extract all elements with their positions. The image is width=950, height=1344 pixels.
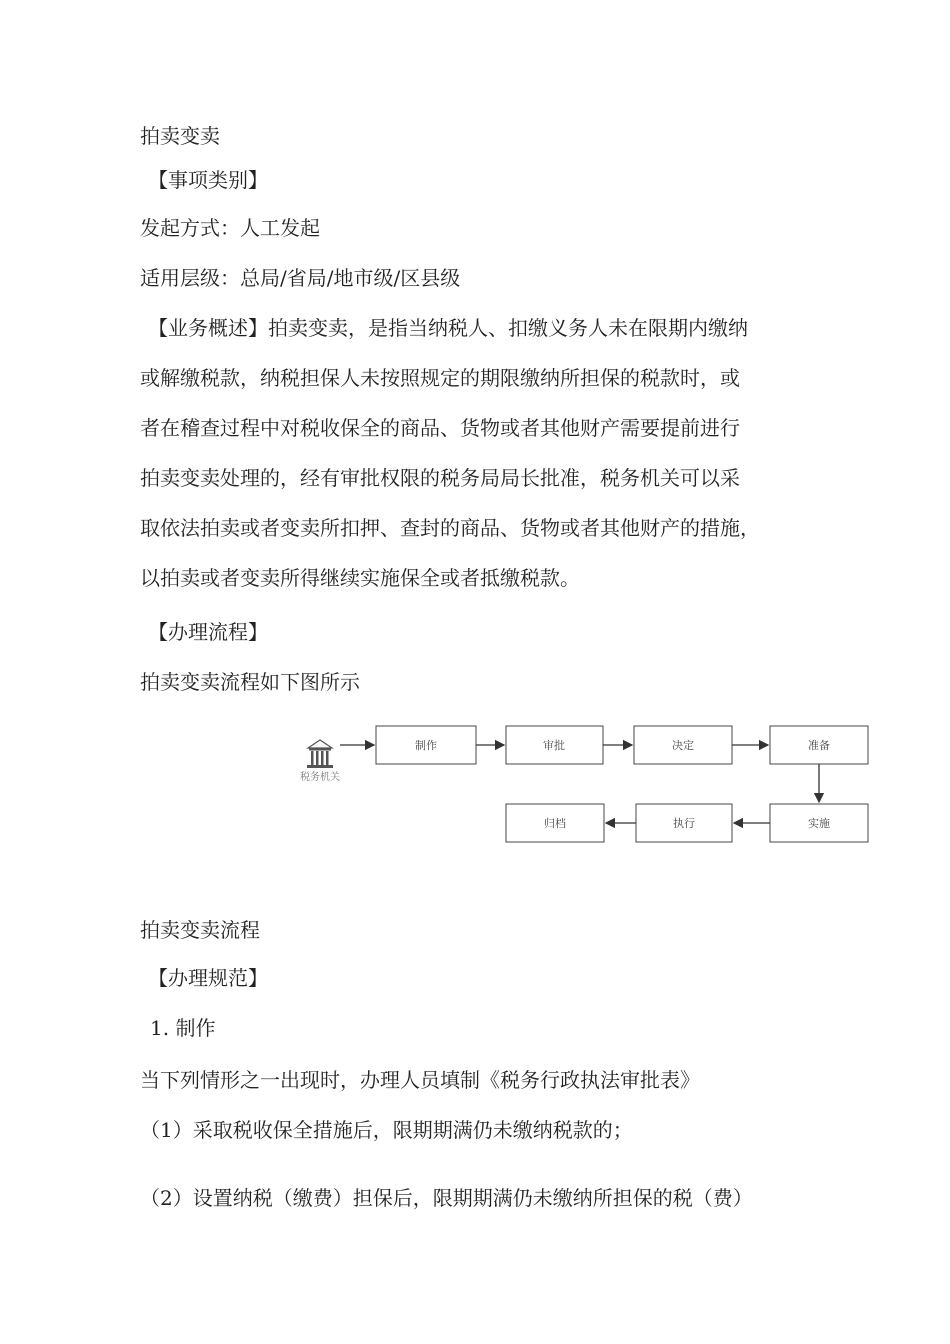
step-label: 归档 [544,817,566,830]
overview-line: 取依法拍卖或者变卖所扣押、查封的商品、货物或者其他财产的措施， [140,516,760,540]
figure-caption: 拍卖变卖流程 [140,918,260,942]
process-heading: 【办理流程】 [148,620,268,644]
step-approve-box [506,726,603,764]
tax-office-icon [307,740,333,768]
step-make-box [376,726,476,764]
step-archive-box [506,804,604,842]
initiation-method: 发起方式：人工发起 [140,216,320,240]
item-1-text: 当下列情形之一出现时，办理人员填制《税务行政执法审批表》 [140,1068,700,1092]
overview-line: 或解缴税款，纳税担保人未按照规定的期限缴纳所担保的税款时，或 [140,366,740,390]
item-1-heading: 1. 制作 [150,1016,216,1040]
step-prepare-box [770,726,868,764]
step-label: 制作 [415,739,437,752]
step-label: 执行 [673,817,695,830]
process-flowchart [300,718,880,848]
step-label: 审批 [543,739,565,752]
overview-line: 以拍卖或者变卖所得继续实施保全或者抵缴税款。 [140,566,580,590]
overview-line: 者在稽查过程中对税收保全的商品、货物或者其他财产需要提前进行 [140,416,740,440]
condition-1: （1）采取税收保全措施后，限期期满仍未缴纳税款的； [140,1118,633,1142]
step-label: 决定 [672,739,694,752]
applicable-levels: 适用层级：总局/省局/地市级/区县级 [140,266,461,290]
process-intro: 拍卖变卖流程如下图所示 [140,670,360,694]
step-label: 准备 [808,739,830,752]
actor-label: 税务机关 [300,772,340,783]
overview-line: 拍卖变卖处理的，经有审批权限的税务局局长批准，税务机关可以采 [140,466,740,490]
overview-line: 【业务概述】拍卖变卖，是指当纳税人、扣缴义务人未在限期内缴纳 [148,316,748,340]
condition-2: （2）设置纳税（缴费）担保后，限期期满仍未缴纳所担保的税（费） [140,1186,753,1210]
doc-title: 拍卖变卖 [140,124,220,148]
step-execute-box [636,804,732,842]
step-implement-box [770,804,868,842]
norms-heading: 【办理规范】 [148,966,268,990]
step-label: 实施 [808,817,830,830]
step-decide-box [634,726,732,764]
category-heading: 【事项类别】 [148,168,268,192]
